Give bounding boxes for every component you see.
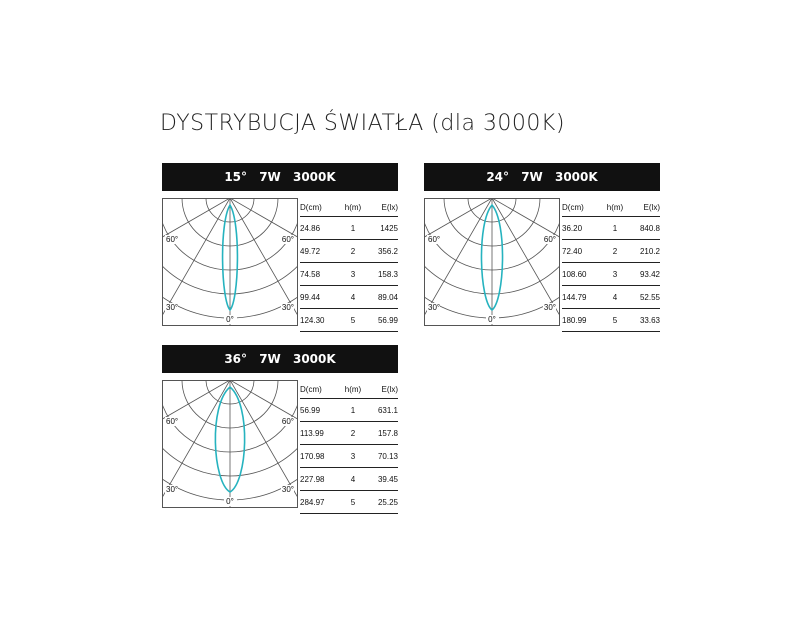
- photometric-table: [562, 198, 660, 332]
- panel-15deg: [162, 163, 398, 327]
- distance-cell: 99.44: [300, 292, 321, 302]
- illuminance-cell: 157.8: [377, 428, 398, 438]
- distance-cell: 24.86: [300, 223, 321, 233]
- table-row: [300, 399, 398, 422]
- table-header-row: [300, 198, 398, 217]
- angle-ray: [230, 380, 298, 480]
- angle-ray: [230, 198, 298, 298]
- table-row: [562, 217, 660, 240]
- illuminance-cell: 52.55: [639, 292, 660, 302]
- height-cell: 3: [350, 269, 356, 279]
- angle-label-30-left: 30°: [428, 303, 441, 312]
- table-row: [562, 263, 660, 286]
- illuminance-cell: 631.1: [377, 405, 398, 415]
- panel-header: 36° 7W 3000K: [162, 345, 398, 373]
- illuminance-cell: 1425: [380, 223, 398, 233]
- distance-cell: 36.20: [562, 223, 583, 233]
- panel-24deg: [424, 163, 660, 327]
- height-cell: 5: [350, 315, 356, 325]
- polar-diagram: [424, 198, 560, 326]
- angle-label-30-right: 30°: [281, 485, 294, 494]
- angle-ray: [162, 380, 230, 480]
- angle-ray: [162, 198, 230, 298]
- angle-label-30-right: 30°: [543, 303, 556, 312]
- height-cell: 2: [350, 428, 356, 438]
- column-header: E(lx): [643, 202, 660, 212]
- illuminance-cell: 56.99: [377, 315, 398, 325]
- table-row: [300, 263, 398, 286]
- illuminance-cell: 356.2: [377, 246, 398, 256]
- table-row: [300, 286, 398, 309]
- angle-label-60-right: 60°: [543, 235, 556, 244]
- table-row: [300, 217, 398, 240]
- illuminance-cell: 39.45: [377, 474, 398, 484]
- height-cell: 4: [350, 474, 356, 484]
- table-row: [300, 240, 398, 263]
- table-row: [300, 491, 398, 514]
- illuminance-cell: 25.25: [377, 497, 398, 507]
- distance-cell: 227.98: [300, 474, 325, 484]
- height-cell: 1: [612, 223, 618, 233]
- angle-label-0: 0°: [488, 315, 496, 324]
- panel-header: 24° 7W 3000K: [424, 163, 660, 191]
- angle-label-30-right: 30°: [281, 303, 294, 312]
- height-cell: 3: [612, 269, 618, 279]
- height-cell: 2: [612, 246, 618, 256]
- panel-header: 15° 7W 3000K: [162, 163, 398, 191]
- height-cell: 3: [350, 451, 356, 461]
- illuminance-cell: 33.63: [639, 315, 660, 325]
- table-header-row: [562, 198, 660, 217]
- height-cell: 2: [350, 246, 356, 256]
- table-header-row: [300, 380, 398, 399]
- distance-cell: 170.98: [300, 451, 325, 461]
- column-header: E(lx): [381, 384, 398, 394]
- distance-cell: 56.99: [300, 405, 321, 415]
- column-header: h(m): [344, 202, 362, 212]
- angle-label-60-left: 60°: [166, 417, 179, 426]
- height-cell: 1: [350, 405, 356, 415]
- height-cell: 5: [612, 315, 618, 325]
- illuminance-cell: 89.04: [377, 292, 398, 302]
- illuminance-cell: 93.42: [639, 269, 660, 279]
- illuminance-cell: 70.13: [377, 451, 398, 461]
- page-title: DYSTRYBUCJA ŚWIATŁA (dla 3000K): [160, 111, 565, 136]
- angle-label-60-left: 60°: [428, 235, 441, 244]
- distance-cell: 49.72: [300, 246, 321, 256]
- angle-label-0: 0°: [226, 497, 234, 506]
- table-row: [300, 468, 398, 491]
- illuminance-cell: 840.8: [639, 223, 660, 233]
- angle-label-0: 0°: [226, 315, 234, 324]
- column-header: E(lx): [381, 202, 398, 212]
- table-row: [562, 240, 660, 263]
- column-header: D(cm): [300, 384, 322, 394]
- table-row: [300, 309, 398, 332]
- column-header: h(m): [606, 202, 624, 212]
- height-cell: 5: [350, 497, 356, 507]
- height-cell: 4: [350, 292, 356, 302]
- distance-cell: 74.58: [300, 269, 321, 279]
- panel-36deg: [162, 345, 398, 509]
- angle-label-30-left: 30°: [166, 485, 179, 494]
- column-header: h(m): [344, 384, 362, 394]
- angle-label-60-right: 60°: [281, 235, 294, 244]
- angle-label-30-left: 30°: [166, 303, 179, 312]
- height-cell: 1: [350, 223, 356, 233]
- polar-diagram: [162, 380, 298, 508]
- table-row: [300, 445, 398, 468]
- distance-cell: 108.60: [562, 269, 587, 279]
- photometric-table: [300, 198, 398, 332]
- height-cell: 4: [612, 292, 618, 302]
- distance-cell: 284.97: [300, 497, 325, 507]
- angle-label-60-left: 60°: [166, 235, 179, 244]
- column-header: D(cm): [300, 202, 322, 212]
- angle-label-60-right: 60°: [281, 417, 294, 426]
- column-header: D(cm): [562, 202, 584, 212]
- distance-cell: 113.99: [300, 428, 324, 438]
- illuminance-cell: 210.2: [639, 246, 660, 256]
- distance-cell: 72.40: [562, 246, 583, 256]
- distance-cell: 144.79: [562, 292, 587, 302]
- illuminance-cell: 158.3: [377, 269, 398, 279]
- photometric-table: [300, 380, 398, 514]
- distance-cell: 180.99: [562, 315, 587, 325]
- table-row: [300, 422, 398, 445]
- polar-diagram: [162, 198, 298, 326]
- table-row: [562, 309, 660, 332]
- table-row: [562, 286, 660, 309]
- distance-cell: 124.30: [300, 315, 325, 325]
